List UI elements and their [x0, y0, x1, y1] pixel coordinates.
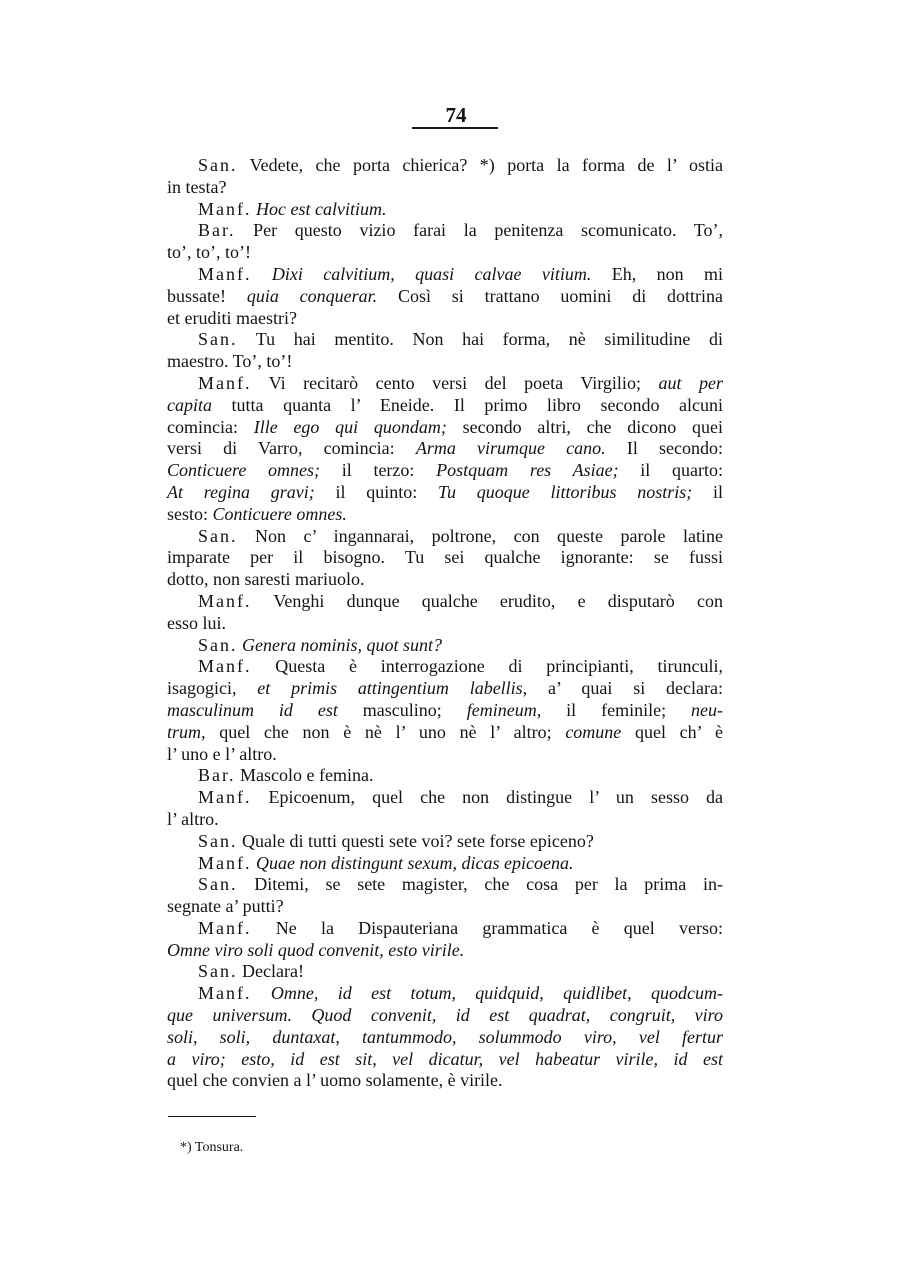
text-segment: quel che convien a l’ uomo solamente, è virile.	[167, 1070, 503, 1091]
text-line	[167, 918, 723, 940]
text-line	[167, 220, 723, 242]
latin-text: a viro; esto, id est sit, vel dicatur, vel habeatur virile, id est	[167, 1048, 723, 1069]
text-line	[167, 242, 723, 264]
text-segment	[252, 264, 272, 284]
text-segment: esso lui.	[167, 612, 227, 633]
text-segment: l’ altro.	[167, 808, 219, 829]
text-line	[167, 569, 723, 591]
footnote: *) Tonsura.	[180, 1140, 244, 1155]
text-segment: il	[692, 481, 723, 502]
text-segment: Il secondo:	[605, 438, 723, 459]
footnote-rule	[168, 1116, 256, 1117]
speaker-name: San.	[198, 961, 238, 982]
latin-text: capita	[167, 394, 212, 415]
text-segment: Tu hai mentito. Non hai forma, nè similitudine di	[237, 329, 723, 350]
latin-text: trum,	[167, 721, 206, 742]
text-line	[167, 656, 723, 678]
speaker-name: Bar.	[198, 220, 236, 241]
text-line	[167, 155, 723, 177]
latin-text: Hoc est calvitium.	[256, 198, 387, 219]
text-line	[167, 635, 723, 657]
text-segment: Declara!	[237, 961, 304, 982]
latin-text: Conticuere omnes.	[212, 503, 347, 524]
speaker-name: San.	[198, 634, 238, 655]
text-line	[167, 722, 723, 744]
text-segment: et eruditi maestri?	[167, 307, 297, 328]
speaker-name: Manf.	[198, 787, 252, 808]
text-line	[167, 700, 723, 722]
latin-text: neu-	[691, 699, 723, 720]
text-line	[167, 896, 723, 918]
text-segment: Così si trattano uomini di dottrina	[377, 285, 724, 306]
text-segment	[252, 983, 271, 1003]
text-line	[167, 809, 723, 831]
text-segment: Vedete, che porta chierica? *) porta la forma de l’ ostia	[237, 155, 723, 175]
text-line	[167, 983, 723, 1005]
text-line	[167, 286, 723, 308]
text-line	[167, 504, 723, 526]
text-segment: versi di Varro, comincia:	[167, 438, 416, 459]
text-line	[167, 787, 723, 809]
latin-text: Dixi calvitium, quasi calvae vitium.	[271, 263, 592, 284]
text-segment: bussate!	[167, 285, 247, 306]
speaker-name: San.	[198, 155, 238, 175]
text-line	[167, 395, 723, 417]
latin-text: et primis attingentium labellis,	[257, 678, 528, 699]
text-line	[167, 744, 723, 766]
text-line	[167, 373, 723, 395]
text-segment: quel che non è nè l’ uno nè l’ altro;	[205, 721, 566, 742]
latin-text: Postquam res Asiae;	[436, 460, 619, 481]
text-segment: Non c’ ingannarai, poltrone, con queste parole latine	[237, 525, 723, 546]
header-rule	[412, 127, 498, 129]
text-segment: il terzo:	[320, 460, 437, 481]
speaker-name: Manf.	[198, 983, 252, 1004]
text-line	[167, 940, 723, 962]
text-segment: sesto:	[167, 503, 213, 524]
text-line	[167, 1049, 723, 1071]
text-line	[167, 526, 723, 548]
text-line	[167, 351, 723, 373]
latin-text: masculinum id est	[167, 699, 338, 720]
text-line	[167, 613, 723, 635]
latin-text: Genera nominis, quot sunt?	[242, 634, 442, 655]
text-line	[167, 591, 723, 613]
text-line	[167, 482, 723, 504]
latin-text: que universum. Quod convenit, id est quadrat, congruit, viro	[167, 1005, 723, 1026]
text-segment: Questa è interrogazione di principianti, tirunculi,	[251, 656, 723, 677]
speaker-name: Manf.	[198, 852, 252, 873]
text-segment: dotto, non saresti mariuolo.	[167, 569, 365, 590]
speaker-name: San.	[198, 329, 238, 350]
latin-text: comune	[565, 721, 622, 742]
speaker-name: San.	[198, 830, 238, 851]
latin-text: quia conquerar.	[246, 285, 378, 306]
text-line	[167, 177, 723, 199]
latin-text: femineum,	[466, 699, 542, 720]
text-segment: Eh, non mi	[591, 263, 724, 284]
text-segment: maestro. To’, to’!	[167, 351, 293, 372]
latin-text: Ille ego qui quondam;	[253, 416, 447, 437]
latin-text: Quae non distingunt sexum, dicas epicoena.	[256, 852, 574, 873]
text-line	[167, 264, 723, 286]
text-line	[167, 765, 723, 787]
text-line	[167, 1005, 723, 1027]
text-line	[167, 547, 723, 569]
text-line	[167, 199, 723, 221]
text-segment: Ne la Dispauteriana grammatica è quel verso:	[251, 917, 723, 938]
speaker-name: Manf.	[198, 917, 252, 938]
text-line	[167, 308, 723, 330]
text-line	[167, 874, 723, 896]
latin-text: At regina gravi;	[167, 481, 315, 502]
text-segment: il quinto:	[314, 481, 438, 502]
text-segment: segnate a’ putti?	[167, 896, 284, 917]
latin-text: Omne viro soli quod convenit, esto virile.	[167, 939, 465, 960]
latin-text: Conticuere omnes;	[167, 460, 321, 481]
text-segment: to’, to’, to’!	[167, 242, 251, 263]
speaker-name: Manf.	[198, 656, 252, 677]
text-segment: quel ch’ è	[621, 721, 723, 742]
text-segment: Mascolo e femina.	[235, 765, 374, 786]
body-text	[167, 155, 723, 1092]
text-segment: il quarto:	[618, 460, 723, 481]
text-segment: tutta quanta l’ Eneide. Il primo libro secondo alcuni	[212, 394, 723, 415]
text-segment: a’ quai si declara:	[527, 678, 723, 699]
latin-text: Tu quoque littoribus nostris;	[438, 481, 693, 502]
text-segment: il feminile;	[541, 699, 692, 720]
text-segment: Vi recitarò cento versi del poeta Virgilio;	[251, 372, 659, 393]
text-line	[167, 831, 723, 853]
text-segment: Ditemi, se sete magister, che cosa per la prima in-	[237, 874, 723, 895]
text-segment: masculino;	[337, 699, 467, 720]
text-line	[167, 961, 723, 983]
page-number: 74	[445, 103, 467, 127]
speaker-name: San.	[198, 874, 238, 895]
text-segment: in testa?	[167, 176, 227, 197]
text-segment: Venghi dunque qualche erudito, e disputarò con	[251, 590, 723, 611]
latin-text: soli, soli, duntaxat, tantummodo, solummodo viro, vel fertur	[167, 1026, 723, 1047]
text-line	[167, 417, 723, 439]
text-line	[167, 438, 723, 460]
text-line	[167, 678, 723, 700]
speaker-name: Bar.	[198, 765, 236, 786]
speaker-name: San.	[198, 525, 238, 546]
speaker-name: Manf.	[198, 263, 252, 284]
latin-text: Omne, id est totum, quidquid, quidlibet, quodcum-	[270, 983, 724, 1004]
text-segment: isagogici,	[167, 678, 258, 699]
latin-text: aut per	[658, 372, 723, 393]
text-segment: secondo altri, che dicono quei	[446, 416, 723, 437]
text-segment: comincia:	[167, 416, 254, 437]
latin-text: Arma virumque cano.	[415, 438, 606, 459]
text-line	[167, 1027, 723, 1049]
text-segment: imparate per il bisogno. Tu sei qualche ignorante: se fussi	[167, 547, 723, 568]
speaker-name: Manf.	[198, 198, 252, 219]
text-segment: l’ uno e l’ altro.	[167, 743, 277, 764]
speaker-name: Manf.	[198, 372, 252, 393]
text-line	[167, 853, 723, 875]
text-segment: Epicoenum, quel che non distingue l’ un sesso da	[251, 787, 723, 808]
text-segment: Per questo vizio farai la penitenza scomunicato. To’,	[235, 220, 723, 241]
text-segment: Quale di tutti questi sete voi? sete forse epiceno?	[237, 830, 594, 851]
text-line	[167, 329, 723, 351]
text-line	[167, 1070, 723, 1092]
speaker-name: Manf.	[198, 590, 252, 611]
text-line	[167, 460, 723, 482]
